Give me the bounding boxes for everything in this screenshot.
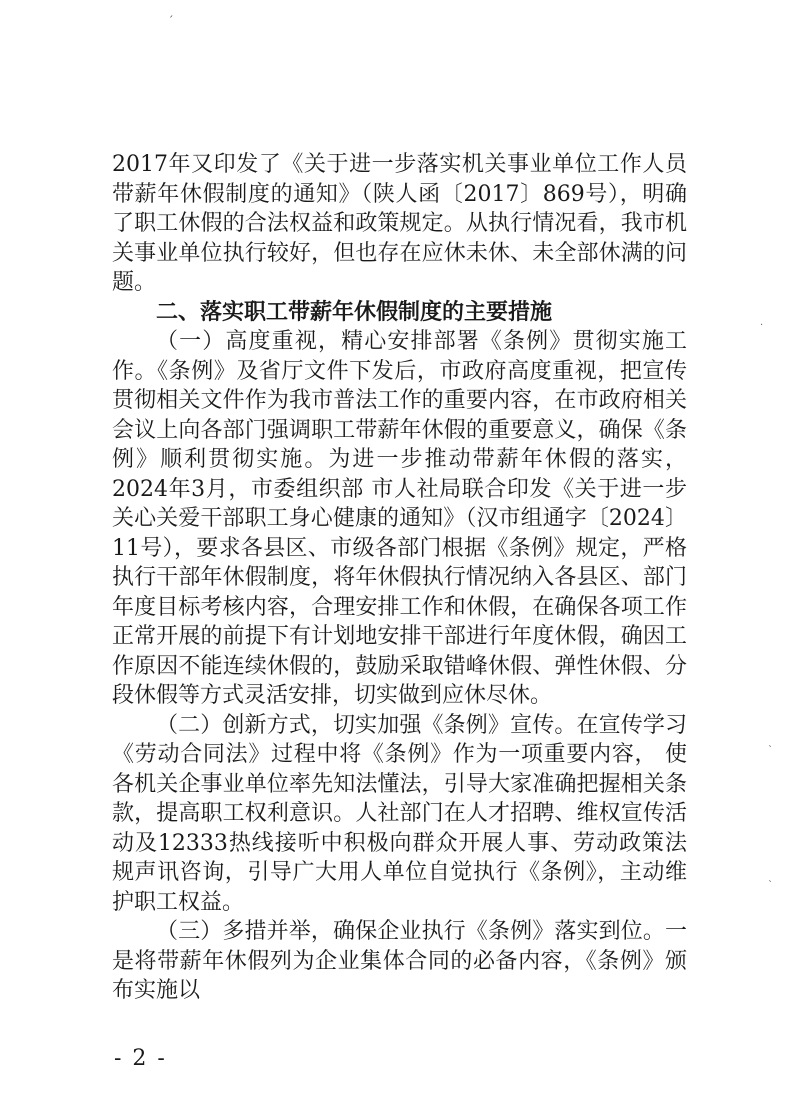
- document-body: [112, 150, 687, 1006]
- continuation-paragraph: 2017年又印发了《关于进一步落实机关事业单位工作人员带薪年休假制度的通知》（陕人函〔2017〕869号），明确了职工休假的合法权益和政策规定。从执行情况看，我市机关事业单位执行较好，但也存在应休未休、未全部休满的问题。: [112, 152, 687, 295]
- paragraph-1-lead: （一）高度重视，精心安排部署《条例》贯彻实施工作。: [112, 329, 687, 384]
- paragraph-3-text: 一是将带薪年休假列为企业集体合同的必备内容，《条例》颁布实施以: [112, 919, 687, 1003]
- paragraph-1-text: 《条例》及省厅文件下发后，市政府高度重视，把宣传贯彻相关文件作为我市普法工作的重要内容，在市政府相关会议上向各部门强调职工带薪年休假的重要意义，确保《条例》顺利贯彻实施。为进一步推动带薪年休假的落实，2024年3月，市委组织部 市人社局联合印发《关于进一步关心关爱干部职工身心健康的通知》（汉市组通字〔2024〕11号），要求各县区、市级各部门根据《条例》规定，严格执行干部年休假制度，将年休假执行情况纳入各县区、部门年度目标考核内容，合理安排工作和休假，在确保各项工作正常开展的前提下有计划地安排干部进行年度休假，确因工作原因不能连续休假的，鼓励采取错峰休假、弹性休假、分段休假等方式灵活安排，切实做到应休尽休。: [112, 358, 687, 708]
- scan-mark: ˋ: [768, 880, 773, 891]
- paragraph-1: [112, 327, 687, 711]
- paragraph-3-lead: （三）多措并举，确保企业执行《条例》落实到位。: [156, 919, 665, 944]
- section-heading: 二、落实职工带薪年休假制度的主要措施: [156, 299, 553, 325]
- scan-mark: ·: [760, 320, 764, 331]
- scan-mark: ˋ: [768, 745, 773, 756]
- paragraph-2-text: 在宣传学习《劳动合同法》过程中将《条例》作为一项重要内容， 使各机关企事业单位率先知法懂法，引导大家准确把握相关条款，提高职工权利意识。人社部门在人才招聘、维权宣传活动及12333热线接听中积极向群众开展人事、劳动政策法规声讯咨询，引导广大用人单位自觉执行《条例》，主动维护职工权益。: [112, 712, 687, 915]
- scan-mark: ˊ: [168, 14, 174, 27]
- page-number: - 2 -: [114, 1046, 167, 1071]
- paragraph-3: [112, 917, 687, 1006]
- paragraph-2: [112, 711, 687, 918]
- paragraph-2-lead: （二）创新方式，切实加强《条例》宣传。: [156, 712, 577, 738]
